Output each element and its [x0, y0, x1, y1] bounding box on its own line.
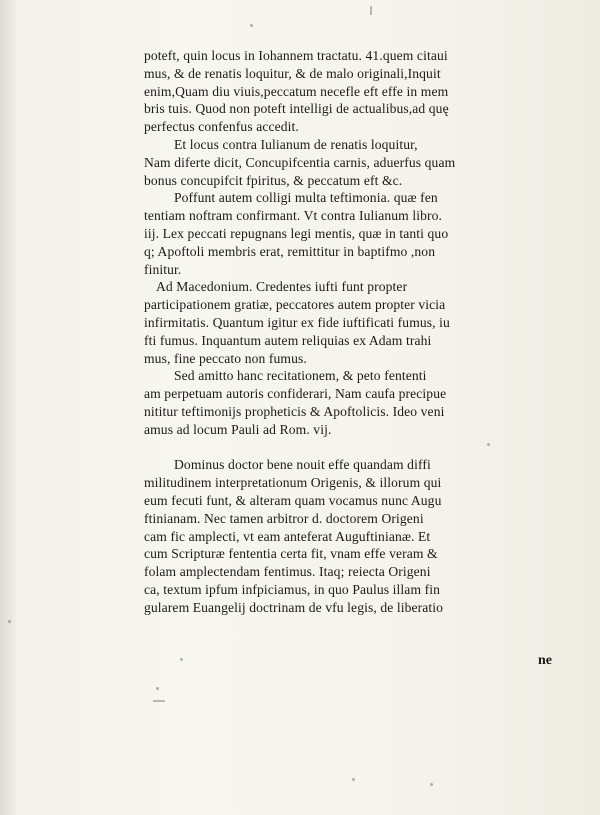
text-line: bris tuis. Quod non poteft intelligi de actualibus,ad quę: [144, 101, 449, 117]
text-line: eum fecuti funt, & alteram quam vocamus nunc Augu: [144, 492, 442, 508]
text-line: mus, & de renatis loquitur, & de malo originali,Inquit: [144, 65, 441, 81]
text-line: gularem Euangelij doctrinam de vfu legis, de liberatio: [144, 599, 444, 615]
text-line: ftinianam. Nec tamen arbitror d. doctorem Origeni: [144, 510, 424, 526]
text-line: poteft, quin locus in Iohannem tractatu. 41.quem citaui: [144, 48, 448, 63]
text-line: fti fumus. Inquantum autem reliquias ex Adam trahi: [144, 332, 432, 348]
text-line: perfectus confenfus accedit.: [144, 119, 299, 135]
text-line: mus, fine peccato non fumus.: [144, 350, 307, 366]
text-line: Dominus doctor bene nouit effe quandam diffi: [174, 457, 431, 473]
ink-speck: [153, 700, 165, 702]
text-line: bonus concupifcit fpiritus, & peccatum eft &c.: [144, 172, 403, 188]
text-line: ca, textum ipfum infpiciamus, in quo Paulus illam fin: [144, 581, 441, 597]
ink-speck: [370, 6, 372, 15]
page-text-block: [144, 47, 564, 617]
paragraph-gap: [144, 439, 564, 457]
text-line: cum Scripturæ fententia certa fit, vnam effe veram &: [144, 546, 438, 562]
text-line: infirmitatis. Quantum igitur ex fide iuftificati fumus, iu: [144, 314, 450, 330]
text-line: tentiam noftram confirmant. Vt contra Iulianum libro.: [144, 208, 442, 224]
text-line: iij. Lex peccati repugnans legi mentis, quæ in tanti quo: [144, 225, 449, 241]
page-spine-shadow: [0, 0, 18, 815]
text-line: Poffunt autem colligi multa teftimonia. quæ fen: [174, 190, 438, 206]
text-line: enim,Quam diu viuis,peccatum necefle eft effe in mem: [144, 83, 449, 99]
ink-speck: [430, 783, 433, 786]
ink-speck: [487, 443, 490, 446]
text-line: Ad Macedonium. Credentes iufti funt propter: [156, 279, 408, 295]
text-line: cam fic amplecti, vt eam anteferat Auguftinianæ. Et: [144, 528, 431, 544]
text-line: Et locus contra Iulianum de renatis loquitur,: [174, 136, 418, 152]
text-line: q; Apoftoli membris erat, remittitur in baptifmo ,non: [144, 243, 436, 259]
ink-speck: [352, 778, 355, 781]
text-line: militudinem interpretationum Origenis, & illorum qui: [144, 475, 442, 491]
ink-speck: [156, 687, 159, 690]
text-line: finitur.: [144, 261, 182, 277]
text-line: amus ad locum Pauli ad Rom. vij.: [144, 421, 332, 437]
text-line: am perpetuam autoris confiderari, Nam caufa precipue: [144, 386, 447, 402]
text-line: folam amplectendam fentimus. Itaq; reiecta Origeni: [144, 564, 431, 580]
ink-speck: [250, 24, 253, 27]
ink-speck: [8, 620, 11, 623]
text-line: participationem gratiæ, peccatores autem propter vicia: [144, 297, 446, 313]
text-line: nititur teftimonijs propheticis & Apoftolicis. Ideo veni: [144, 403, 445, 419]
ink-speck: [180, 658, 183, 661]
catchword: ne: [538, 653, 552, 668]
text-line: Sed amitto hanc recitationem, & peto fententi: [174, 368, 427, 384]
text-line: Nam diferte dicit, Concupifcentia carnis, aduerfus quam: [144, 154, 456, 170]
